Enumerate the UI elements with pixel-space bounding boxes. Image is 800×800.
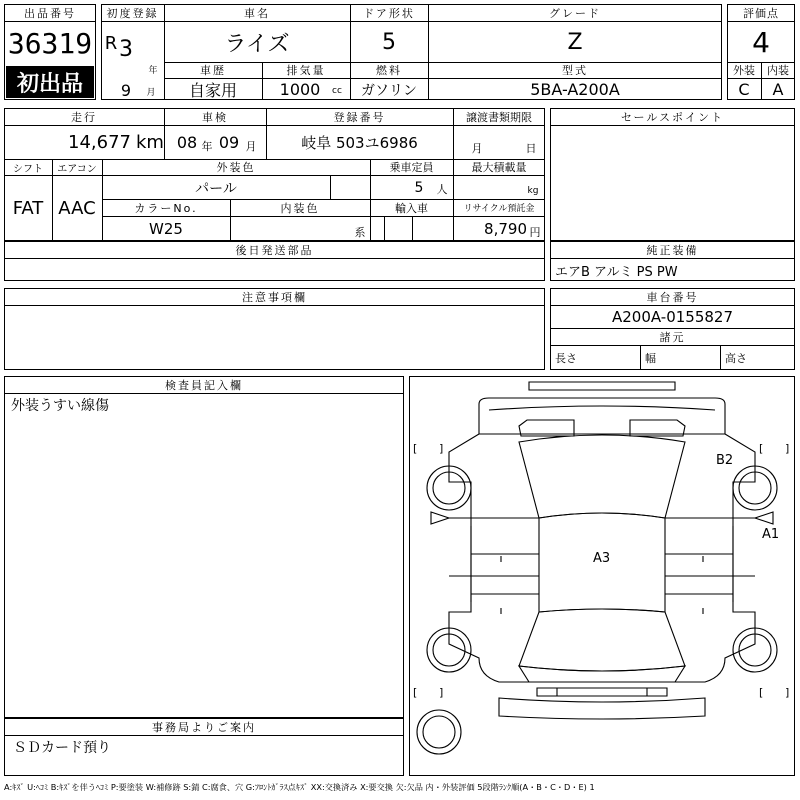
grade-label: グレード <box>549 6 601 20</box>
import-label: 輸入車 <box>395 201 428 215</box>
body-right-side <box>675 434 755 682</box>
later-parts-label: 後日発送部品 <box>235 243 314 257</box>
first-listing-badge: 初出品 <box>6 66 94 98</box>
recycle-unit: 円 <box>529 226 541 239</box>
recycle-value: 8,790 <box>484 220 527 238</box>
front-windshield <box>519 435 685 518</box>
car-name-label: 車名 <box>244 6 270 20</box>
doors-label: ドア形状 <box>363 6 415 20</box>
specs-width: 幅 <box>645 352 656 365</box>
score-label: 評価点 <box>743 6 779 20</box>
history-label: 車歴 <box>200 64 226 77</box>
mark-a1: A1 <box>762 527 780 542</box>
legend: A:ｷｽﾞ U:ﾍｺﾐ B:ｷｽﾞを伴うﾍｺﾐ P:要塗装 W:補修跡 S:錆 C:腐食、穴 G:ﾌﾛﾝﾄｶﾞﾗｽ点ｷｽﾞ XX:交換済み X:要交換 欠:欠品 内・外装評価 5段階ﾗﾝｸ順(A・B・C・D・E) 1 <box>4 781 595 792</box>
bracket-rr-close: ] <box>785 686 790 699</box>
registration-era: R <box>104 32 118 54</box>
exterior-color-value: パール <box>195 180 237 197</box>
color-no-value: W25 <box>149 220 183 238</box>
shift-label: シフト <box>13 163 43 175</box>
ext-grade-value: C <box>738 80 750 99</box>
mileage-label: 走行 <box>71 110 97 124</box>
score-value: 4 <box>752 25 770 59</box>
registration-month: 9 <box>120 80 132 100</box>
specs-height: 高さ <box>725 352 747 365</box>
max-load-unit: kg <box>527 186 539 196</box>
displacement-unit: cc <box>332 86 342 96</box>
spare-tire <box>417 710 461 754</box>
fuel-value: ガソリン <box>361 82 417 99</box>
plate-label: 登録番号 <box>333 110 386 124</box>
notes-label: 注意事項欄 <box>242 290 307 304</box>
car-name-value: ライズ <box>224 31 290 57</box>
sales-points-block <box>550 108 795 241</box>
registration-year-unit: 年 <box>148 65 158 76</box>
recycle-label: リサイクル預託金 <box>463 204 535 214</box>
color-no-label: カラーNo. <box>134 201 198 215</box>
office-label: 事務局よりご案内 <box>152 720 256 734</box>
rear-window <box>519 609 685 671</box>
transfer-docs-day-unit: 日 <box>525 142 537 155</box>
plate-value: 岐阜 503ユ6986 <box>301 134 418 152</box>
right-mirror <box>755 512 773 524</box>
interior-color-unit: 系 <box>354 226 366 239</box>
history-value: 自家用 <box>188 81 237 100</box>
bracket-fl-close: ] <box>439 442 444 455</box>
aircon-label: エアコン <box>57 163 97 175</box>
bracket-fr: [ <box>759 442 764 455</box>
front-bumper <box>529 382 675 390</box>
max-load-label: 最大積載量 <box>471 161 527 174</box>
chassis-value: A200A-0155827 <box>611 308 734 326</box>
displacement-value: 1000 <box>279 80 321 99</box>
registration-month-unit: 月 <box>146 87 156 98</box>
capacity-value: 5 <box>414 179 424 196</box>
inspection-month: 09 <box>218 133 240 152</box>
equipment-label: 純正装備 <box>646 243 699 257</box>
mileage-unit: km <box>136 132 164 153</box>
aircon-value: AAC <box>58 198 96 219</box>
inspector-block <box>4 376 404 718</box>
rear-bumper <box>499 698 705 719</box>
registration-label: 初度登録 <box>106 6 159 20</box>
model-label: 型式 <box>562 64 588 77</box>
specs-label: 諸元 <box>659 330 686 344</box>
lot-number: 36319 <box>7 26 93 60</box>
chassis-label: 車台番号 <box>646 290 699 304</box>
model-value: 5BA-A200A <box>530 80 620 99</box>
mark-a3: A3 <box>593 551 611 566</box>
doors-value: 5 <box>382 29 396 55</box>
fuel-label: 燃料 <box>376 64 402 77</box>
sales-points-label: セールスポイント <box>620 110 724 124</box>
transfer-docs-month-unit: 月 <box>471 142 483 155</box>
inspection-year-unit: 年 <box>201 140 213 153</box>
transfer-docs-label: 譲渡書類期限 <box>466 110 532 124</box>
equipment-value: エアB アルミ PS PW <box>555 264 678 280</box>
interior-color-label: 内装色 <box>280 201 320 215</box>
ext-grade-label: 外装 <box>733 64 755 77</box>
bracket-fl: [ <box>413 442 418 455</box>
int-grade-value: A <box>772 80 784 99</box>
inspector-label: 検査員記入欄 <box>165 378 243 392</box>
exterior-color-label: 外装色 <box>216 161 256 174</box>
mileage-value: 14,677 <box>68 132 131 153</box>
hood <box>479 398 725 434</box>
bracket-fr-close: ] <box>785 442 790 455</box>
displacement-label: 排気量 <box>286 64 326 77</box>
specs-length: 長さ <box>555 352 577 365</box>
inspection-year: 08 <box>176 133 198 152</box>
lot-label: 出品番号 <box>24 6 76 20</box>
capacity-unit: 人 <box>436 183 448 196</box>
shift-value: FAT <box>12 198 44 219</box>
trunk <box>519 666 685 682</box>
inspector-text: 外装うすい線傷 <box>11 398 109 414</box>
capacity-label: 乗車定員 <box>389 161 434 174</box>
grade-value: Z <box>567 29 583 55</box>
bracket-rl-close: ] <box>439 686 444 699</box>
car-diagram <box>409 376 795 776</box>
left-mirror <box>431 512 449 524</box>
bracket-rr: [ <box>759 686 764 699</box>
body-left-side <box>449 434 529 682</box>
mark-b2: B2 <box>716 453 734 468</box>
registration-year: 3 <box>119 36 133 62</box>
inspection-month-unit: 月 <box>245 140 257 153</box>
inspection-label: 車検 <box>202 110 228 124</box>
int-grade-label: 内装 <box>767 64 789 77</box>
office-text: ＳＤカード預り <box>13 740 111 756</box>
bracket-rl: [ <box>413 686 418 699</box>
